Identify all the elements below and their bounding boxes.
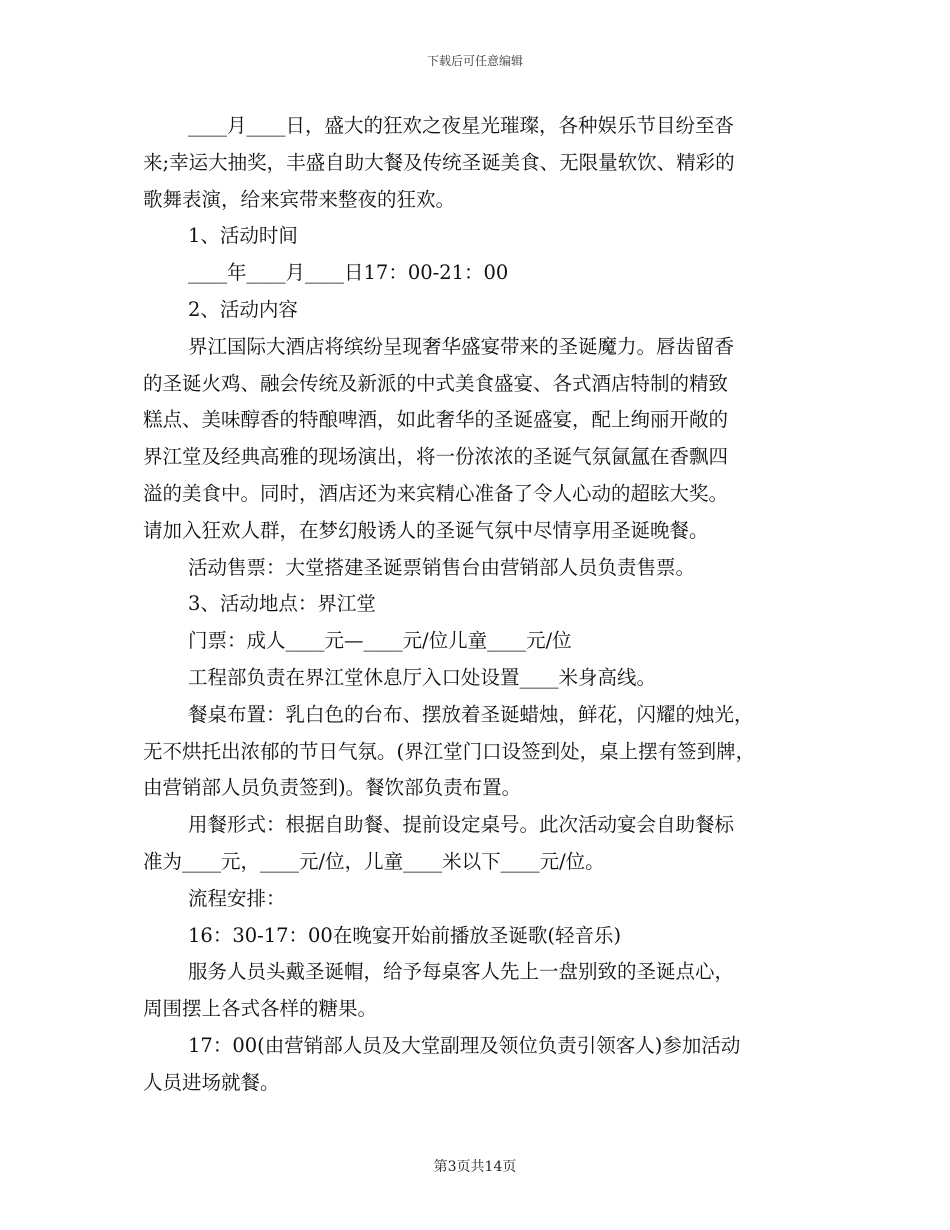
text-line: 餐桌布置：乳白色的台布、摆放着圣诞蜡烛，鲜花，闪耀的烛光， <box>188 702 754 726</box>
text-line: 16：30-17：00在晚宴开始前播放圣诞歌(轻音乐) <box>188 923 622 947</box>
text-line: 2、活动内容 <box>188 297 298 321</box>
text-line: 界江国际大酒店将缤纷呈现奢华盛宴带来的圣诞魔力。唇齿留香 <box>188 334 735 358</box>
text-line: ____月____日，盛大的狂欢之夜星光璀璨，各种娱乐节目纷至沓 <box>188 114 735 137</box>
text-line: 服务人员头戴圣诞帽，给予每桌客人先上一盘别致的圣诞点心， <box>188 960 735 984</box>
text-line: 活动售票：大堂搭建圣诞票销售台由营销部人员负责售票。 <box>188 555 696 579</box>
text-line: ____年____月____日17：00-21：00 <box>188 261 509 285</box>
text-line: 界江堂及经典高雅的现场演出，将一份浓浓的圣诞气氛氤氲在香飘四 <box>143 445 729 469</box>
page-footer: 第3页共14页 <box>433 1159 517 1175</box>
text-line: 门票：成人____元—____元/位儿童____元/位 <box>188 629 572 653</box>
text-line: 由营销部人员负责签到)。餐饮部负责布置。 <box>143 776 522 800</box>
text-line: 3、活动地点：界江堂 <box>188 592 376 616</box>
text-line: 1、活动时间 <box>188 224 298 248</box>
text-line: 周围摆上各式各样的糖果。 <box>143 997 378 1021</box>
text-line: 溢的美食中。同时，酒店还为来宾精心准备了令人心动的超眩大奖。 <box>143 481 729 505</box>
text-line: 人员进场就餐。 <box>143 1070 280 1094</box>
text-line: 请加入狂欢人群，在梦幻般诱人的圣诞气氛中尽情享用圣诞晚餐。 <box>143 518 709 542</box>
text-line: 流程安排： <box>188 886 286 910</box>
page-header: 下载后可任意编辑 <box>426 54 523 68</box>
text-line: 17：00(由营销部人员及大堂副理及领位负责引领客人)参加活动 <box>188 1033 741 1057</box>
text-line: 工程部负责在界江堂休息厅入口处设置____米身高线。 <box>188 665 657 689</box>
text-line: 无不烘托出浓郁的节日气氛。(界江堂门口设签到处，桌上摆有签到牌， <box>143 739 756 763</box>
text-line: 准为____元，____元/位，儿童____米以下____元/位。 <box>143 849 605 873</box>
document-body <box>143 108 813 1102</box>
text-line: 的圣诞火鸡、融会传统及新派的中式美食盛宴、各式酒店特制的精致 <box>143 371 729 395</box>
text-line: 糕点、美味醇香的特酿啤酒，如此奢华的圣诞盛宴，配上绚丽开敞的 <box>143 408 729 432</box>
text-line: 歌舞表演，给来宾带来整夜的狂欢。 <box>143 187 456 211</box>
text-line: 用餐形式：根据自助餐、提前设定桌号。此次活动宴会自助餐标 <box>188 813 735 837</box>
text-line: 来;幸运大抽奖，丰盛自助大餐及传统圣诞美食、无限量软饮、精彩的 <box>143 150 735 174</box>
